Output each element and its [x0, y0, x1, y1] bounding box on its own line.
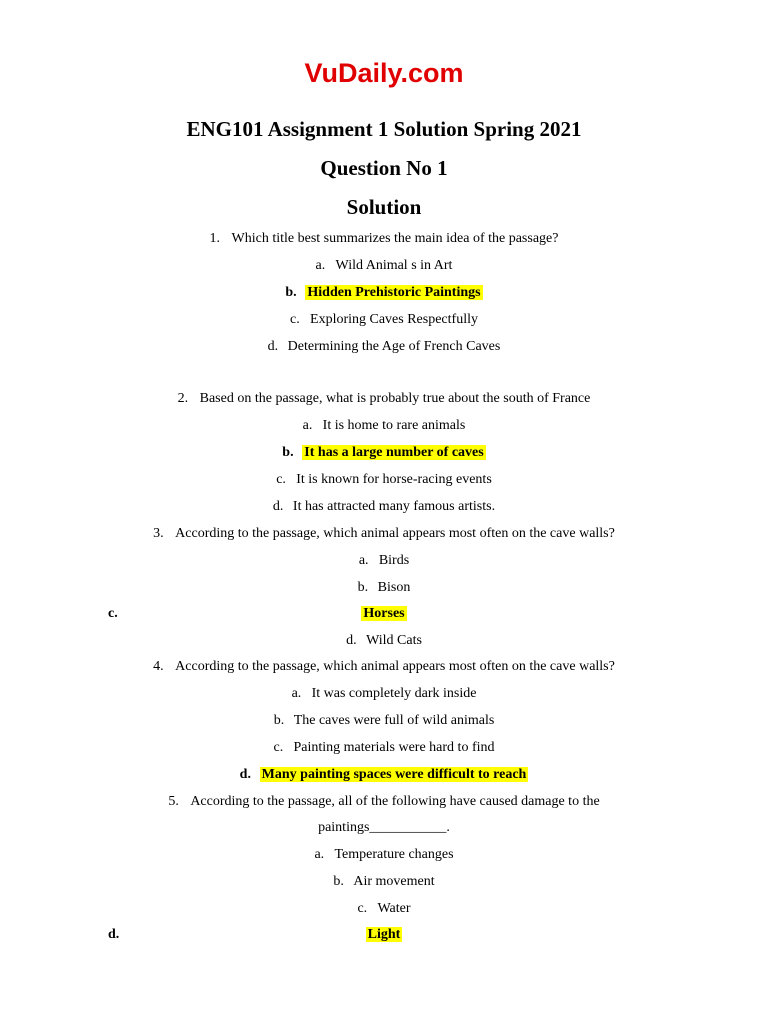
option-text: Determining the Age of French Caves [287, 339, 501, 354]
option-text: It has attracted many famous artists. [292, 499, 496, 514]
answer-highlight: Horses [363, 606, 405, 621]
question-text: Which title best summarizes the main idea of the passage? [231, 231, 559, 246]
option-1b-answer [0, 284, 768, 302]
option-3b [0, 579, 768, 597]
option-label: a. [291, 686, 302, 701]
question-4 [0, 658, 768, 676]
option-2d [0, 498, 768, 516]
option-label: d. [346, 633, 357, 648]
option-label: a. [315, 258, 326, 273]
option-label: a. [358, 553, 369, 568]
option-5d-label: d. [108, 927, 120, 942]
solution-heading: Solution [346, 195, 422, 219]
option-3a [0, 552, 768, 570]
question-3 [0, 525, 768, 543]
option-text: Temperature changes [334, 847, 454, 862]
option-4b [0, 712, 768, 730]
question-1 [0, 230, 768, 248]
option-text: Birds [378, 553, 410, 568]
option-5b [0, 873, 768, 891]
option-label: a. [302, 418, 313, 433]
question-text: According to the passage, which animal appears most often on the cave walls? [175, 526, 615, 541]
page-title: ENG101 Assignment 1 Solution Spring 2021 [186, 117, 582, 141]
option-5c [0, 900, 768, 918]
option-text: Wild Cats [366, 633, 422, 648]
option-4a [0, 685, 768, 703]
option-3c-label: c. [108, 606, 118, 621]
option-5a [0, 846, 768, 864]
option-label: d. [239, 767, 251, 782]
question-text: According to the passage, which animal appears most often on the cave walls? [175, 659, 615, 674]
question-number: 1. [209, 231, 221, 246]
option-2a [0, 417, 768, 435]
option-label: d. [267, 339, 279, 354]
question-text: Based on the passage, what is probably true about the south of France [199, 391, 591, 406]
option-5d-answer [0, 926, 768, 944]
question-number: 3. [153, 526, 164, 541]
option-3c-answer [0, 605, 768, 623]
option-label: b. [333, 874, 344, 889]
option-label: a. [314, 847, 325, 862]
question-number: 5. [168, 794, 179, 809]
option-1a [0, 257, 768, 275]
site-logo: VuDaily.com [304, 58, 464, 88]
option-label: c. [276, 472, 286, 487]
option-2c [0, 471, 768, 489]
option-label: b. [357, 580, 369, 595]
option-1d [0, 338, 768, 356]
option-text: Water [377, 901, 411, 916]
question-5 [0, 793, 768, 811]
answer-highlight: Hidden Prehistoric Paintings [307, 285, 481, 300]
option-text: Air movement [353, 874, 435, 889]
option-2b-answer [0, 444, 768, 462]
question-number: 4. [153, 659, 164, 674]
option-text: Exploring Caves Respectfully [310, 312, 478, 327]
question-2 [0, 390, 768, 408]
option-text: Bison [377, 580, 411, 595]
answer-highlight: Many painting spaces were difficult to reach [261, 767, 527, 782]
answer-highlight: Light [367, 927, 401, 942]
question-number: 2. [177, 391, 189, 406]
option-1c [0, 311, 768, 329]
question-heading: Question No 1 [320, 156, 448, 180]
option-text: It was completely dark inside [311, 686, 477, 701]
option-label: b. [273, 713, 285, 728]
option-4c [0, 739, 768, 757]
answer-highlight: It has a large number of caves [304, 445, 484, 460]
option-label: c. [290, 312, 300, 327]
option-text: It is known for horse-racing events [296, 472, 492, 487]
option-text: Wild Animal s in Art [335, 258, 453, 273]
option-text: It is home to rare animals [322, 418, 466, 433]
option-3d [0, 632, 768, 650]
option-label: b. [282, 445, 294, 460]
question-5-continued: paintings___________. [318, 820, 450, 835]
option-text: The caves were full of wild animals [293, 713, 495, 728]
question-text: According to the passage, all of the following have caused damage to the [190, 794, 600, 809]
option-4d-answer [0, 766, 768, 784]
option-text: Painting materials were hard to find [293, 740, 495, 755]
option-label: b. [285, 285, 297, 300]
option-label: c. [273, 740, 284, 755]
option-label: c. [357, 901, 368, 916]
option-label: d. [272, 499, 284, 514]
